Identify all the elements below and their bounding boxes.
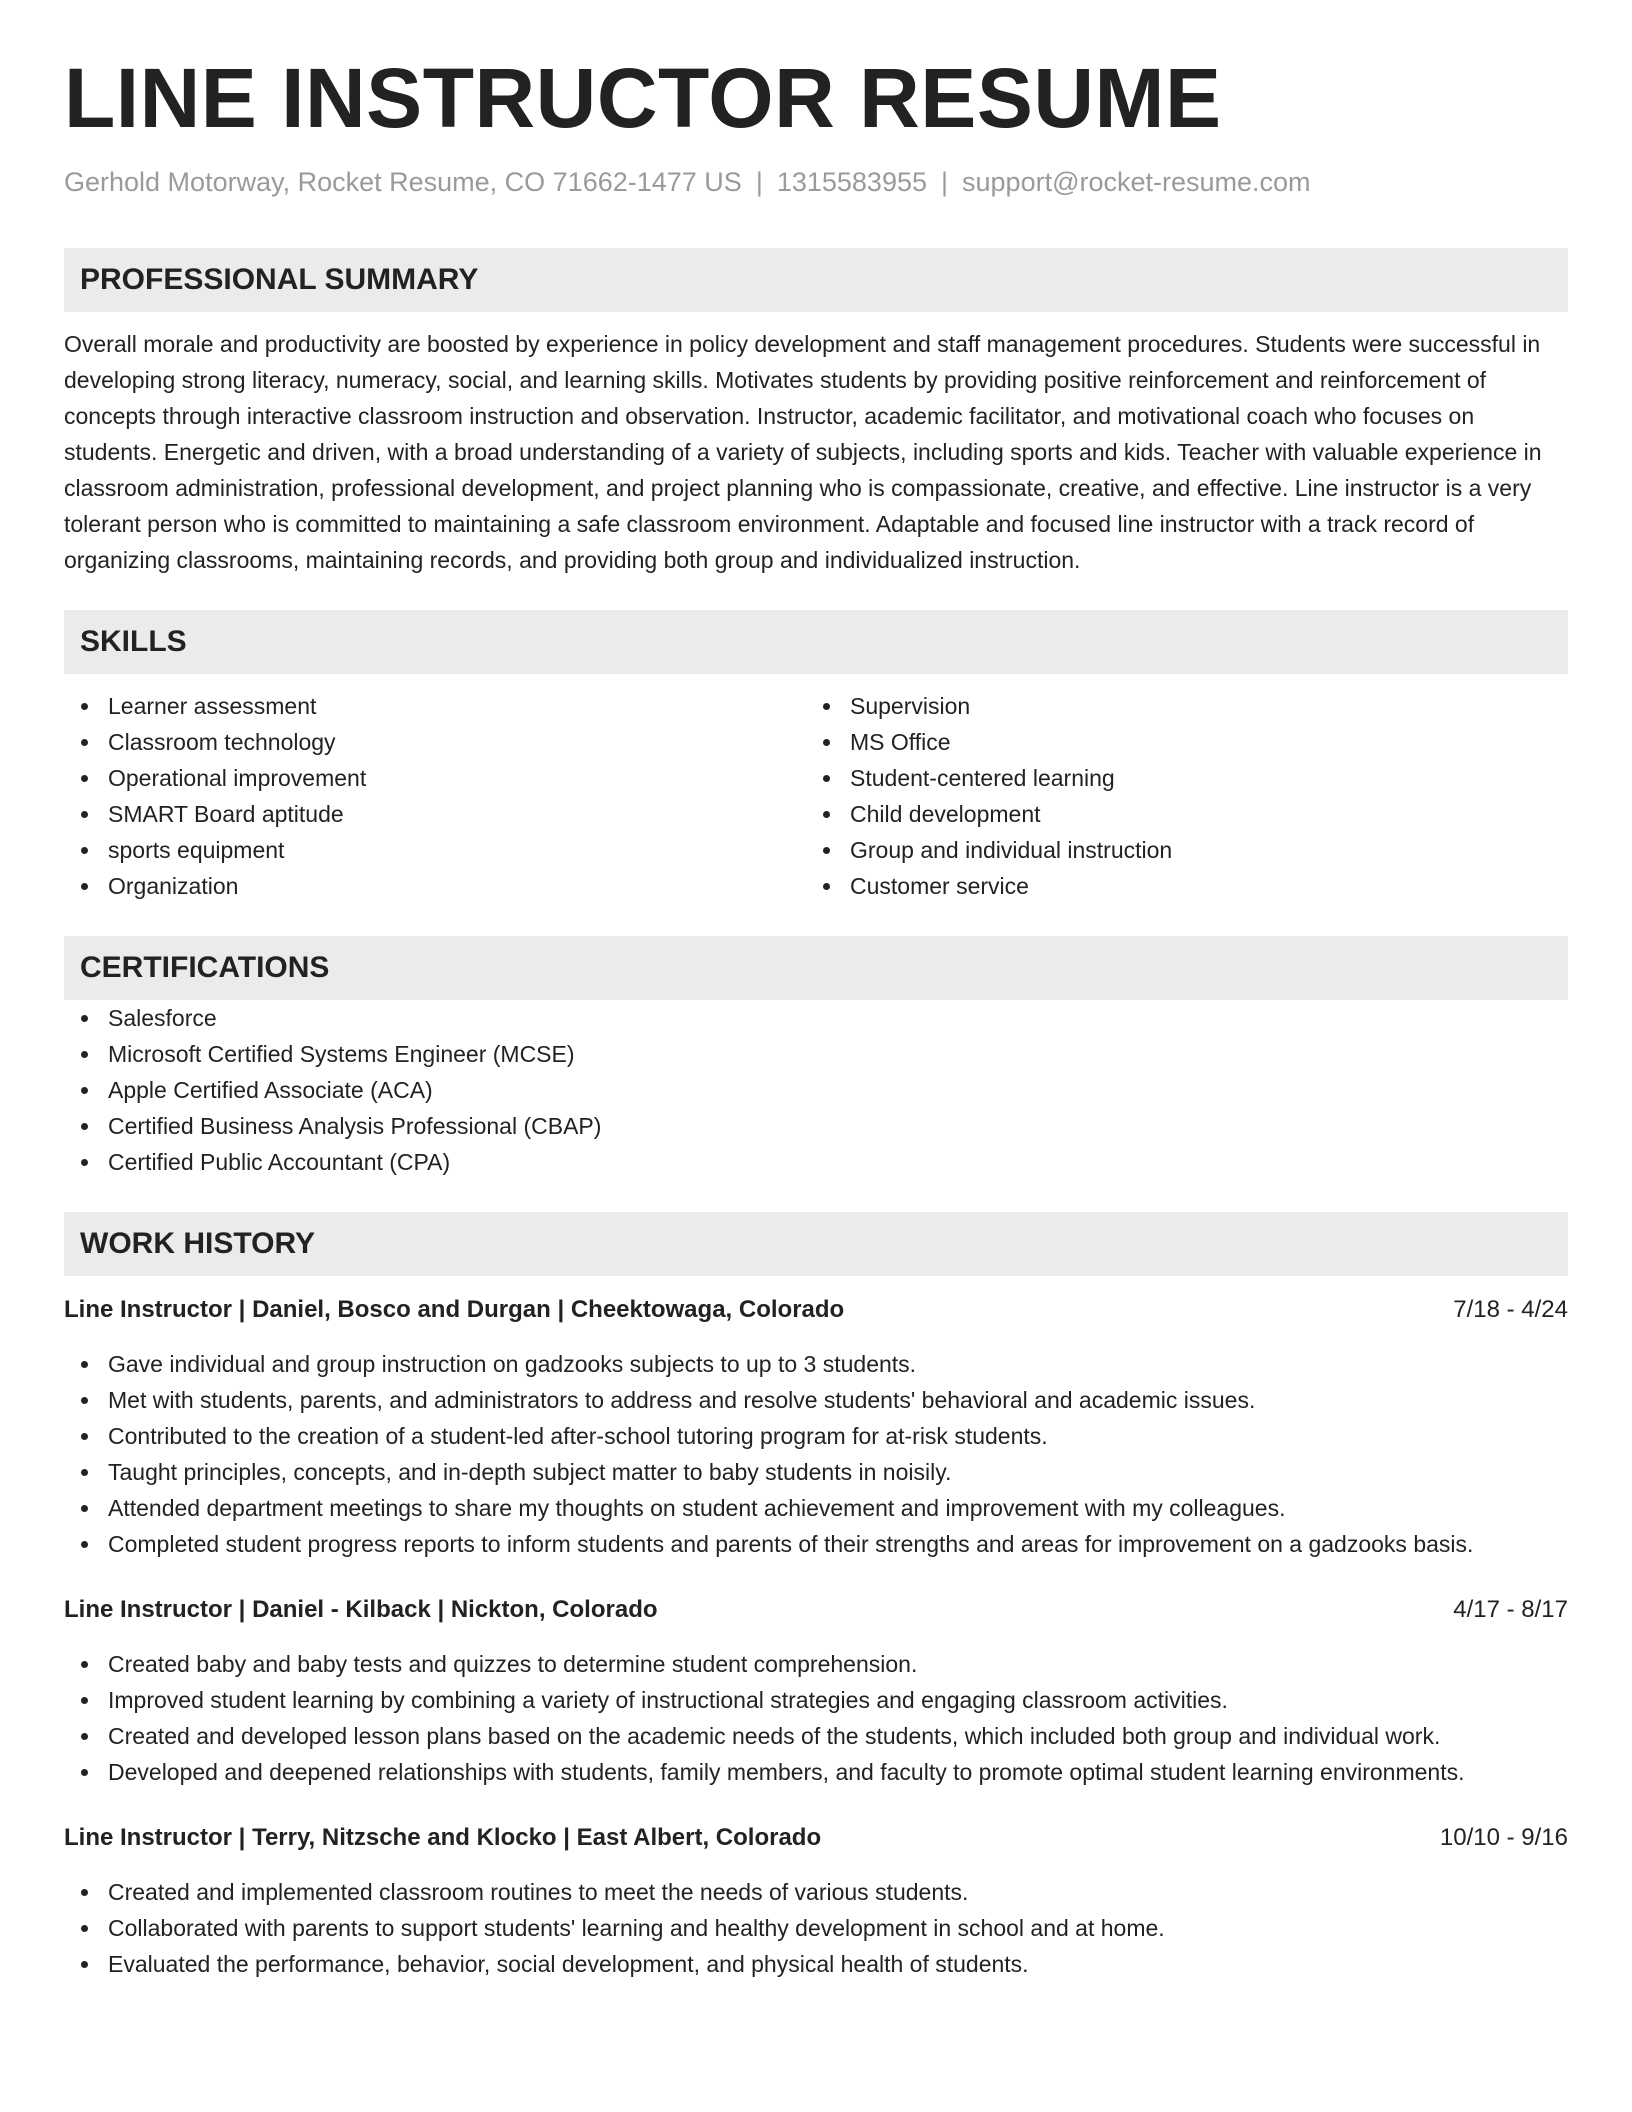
job-dates: 7/18 - 4/24 <box>1453 1296 1568 1324</box>
skill-item: sports equipment <box>64 832 806 868</box>
skill-item: Customer service <box>806 868 1548 904</box>
skill-item: Classroom technology <box>64 724 806 760</box>
job-dates: 4/17 - 8/17 <box>1453 1596 1568 1624</box>
job-bullets <box>64 1646 1568 1790</box>
job-header <box>64 1820 1568 1856</box>
contact-separator: | <box>755 167 763 197</box>
certification-item: Certified Public Accountant (CPA) <box>64 1144 1568 1180</box>
job-title: Line Instructor | Daniel, Bosco and Durgan | Cheektowaga, Colorado <box>64 1296 845 1324</box>
certifications-list <box>64 1000 1568 1180</box>
job-bullets <box>64 1346 1568 1562</box>
job-bullet: Improved student learning by combining a variety of instructional strategies and engaging classroom activities. <box>64 1682 1568 1718</box>
job-entry <box>64 1292 1568 1562</box>
certification-item: Apple Certified Associate (ACA) <box>64 1072 1568 1108</box>
skill-item: MS Office <box>806 724 1548 760</box>
skill-item: Learner assessment <box>64 688 806 724</box>
skills-grid <box>64 688 1568 904</box>
job-bullet: Attended department meetings to share my thoughts on student achievement and improvement with my colleagues. <box>64 1490 1568 1526</box>
job-entry <box>64 1820 1568 1982</box>
job-bullet: Created and implemented classroom routines to meet the needs of various students. <box>64 1874 1568 1910</box>
summary-text: Overall morale and productivity are boosted by experience in policy development and staff management procedures. Students were successful in developing strong literacy, numeracy, social, and learning skills. Motivates students by providing positive reinforcement and reinforcement of concepts through interactive classroom instruction and observation. Instructor, academic facilitator, and motivational coach who focuses on students. Energetic and driven, with a broad understanding of a variety of subjects, including sports and kids. Teacher with valuable experience in classroom administration, professional development, and project planning who is compassionate, creative, and effective. Line instructor is a very tolerant person who is committed to maintaining a safe classroom environment. Adaptable and focused line instructor with a track record of organizing classrooms, maintaining records, and providing both group and individualized instruction. <box>64 331 1542 574</box>
skill-item: Group and individual instruction <box>806 832 1548 868</box>
certification-item: Certified Business Analysis Professional (CBAP) <box>64 1108 1568 1144</box>
job-bullet: Created baby and baby tests and quizzes to determine student comprehension. <box>64 1646 1568 1682</box>
job-bullets <box>64 1874 1568 1982</box>
job-bullet: Completed student progress reports to inform students and parents of their strengths and areas for improvement on a gadzooks basis. <box>64 1526 1568 1562</box>
job-bullet: Gave individual and group instruction on gadzooks subjects to up to 3 students. <box>64 1346 1568 1382</box>
certification-item: Salesforce <box>64 1000 1568 1036</box>
skills-column-right <box>806 688 1548 904</box>
skills-column-left <box>64 688 806 904</box>
section-heading-skills: SKILLS <box>64 610 1568 674</box>
skill-item: Child development <box>806 796 1548 832</box>
job-bullet: Contributed to the creation of a student-led after-school tutoring program for at-risk students. <box>64 1418 1568 1454</box>
job-entry <box>64 1592 1568 1790</box>
skills-list-left <box>64 688 806 904</box>
section-heading-summary: PROFESSIONAL SUMMARY <box>64 248 1568 312</box>
job-bullet: Collaborated with parents to support students' learning and healthy development in school and at home. <box>64 1910 1568 1946</box>
job-bullet: Created and developed lesson plans based on the academic needs of the students, which included both group and individual work. <box>64 1718 1568 1754</box>
skill-item: Organization <box>64 868 806 904</box>
resume-title: LINE INSTRUCTOR RESUME <box>64 51 1222 145</box>
skill-item: Student-centered learning <box>806 760 1548 796</box>
contact-email: support@rocket-resume.com <box>962 167 1311 197</box>
contact-address: Gerhold Motorway, Rocket Resume, CO 71662-1477 US <box>64 167 742 197</box>
section-heading-work-history: WORK HISTORY <box>64 1212 1568 1276</box>
job-header <box>64 1592 1568 1628</box>
section-heading-certifications: CERTIFICATIONS <box>64 936 1568 1000</box>
contact-line <box>64 166 1568 198</box>
contact-phone: 1315583955 <box>776 167 927 197</box>
job-title: Line Instructor | Daniel - Kilback | Nickton, Colorado <box>64 1596 658 1624</box>
job-bullet: Met with students, parents, and administrators to address and resolve students' behavioral and academic issues. <box>64 1382 1568 1418</box>
job-header <box>64 1292 1568 1328</box>
skill-item: Supervision <box>806 688 1548 724</box>
resume-content <box>64 51 1568 1982</box>
skill-item: Operational improvement <box>64 760 806 796</box>
job-dates: 10/10 - 9/16 <box>1439 1824 1568 1852</box>
contact-separator: | <box>941 167 949 197</box>
job-bullet: Developed and deepened relationships with students, family members, and faculty to promote optimal student learning environments. <box>64 1754 1568 1790</box>
skills-list-right <box>806 688 1548 904</box>
certification-item: Microsoft Certified Systems Engineer (MCSE) <box>64 1036 1568 1072</box>
skill-item: SMART Board aptitude <box>64 796 806 832</box>
job-bullet: Taught principles, concepts, and in-depth subject matter to baby students in noisily. <box>64 1454 1568 1490</box>
job-bullet: Evaluated the performance, behavior, social development, and physical health of students. <box>64 1946 1568 1982</box>
job-title: Line Instructor | Terry, Nitzsche and Klocko | East Albert, Colorado <box>64 1824 822 1852</box>
